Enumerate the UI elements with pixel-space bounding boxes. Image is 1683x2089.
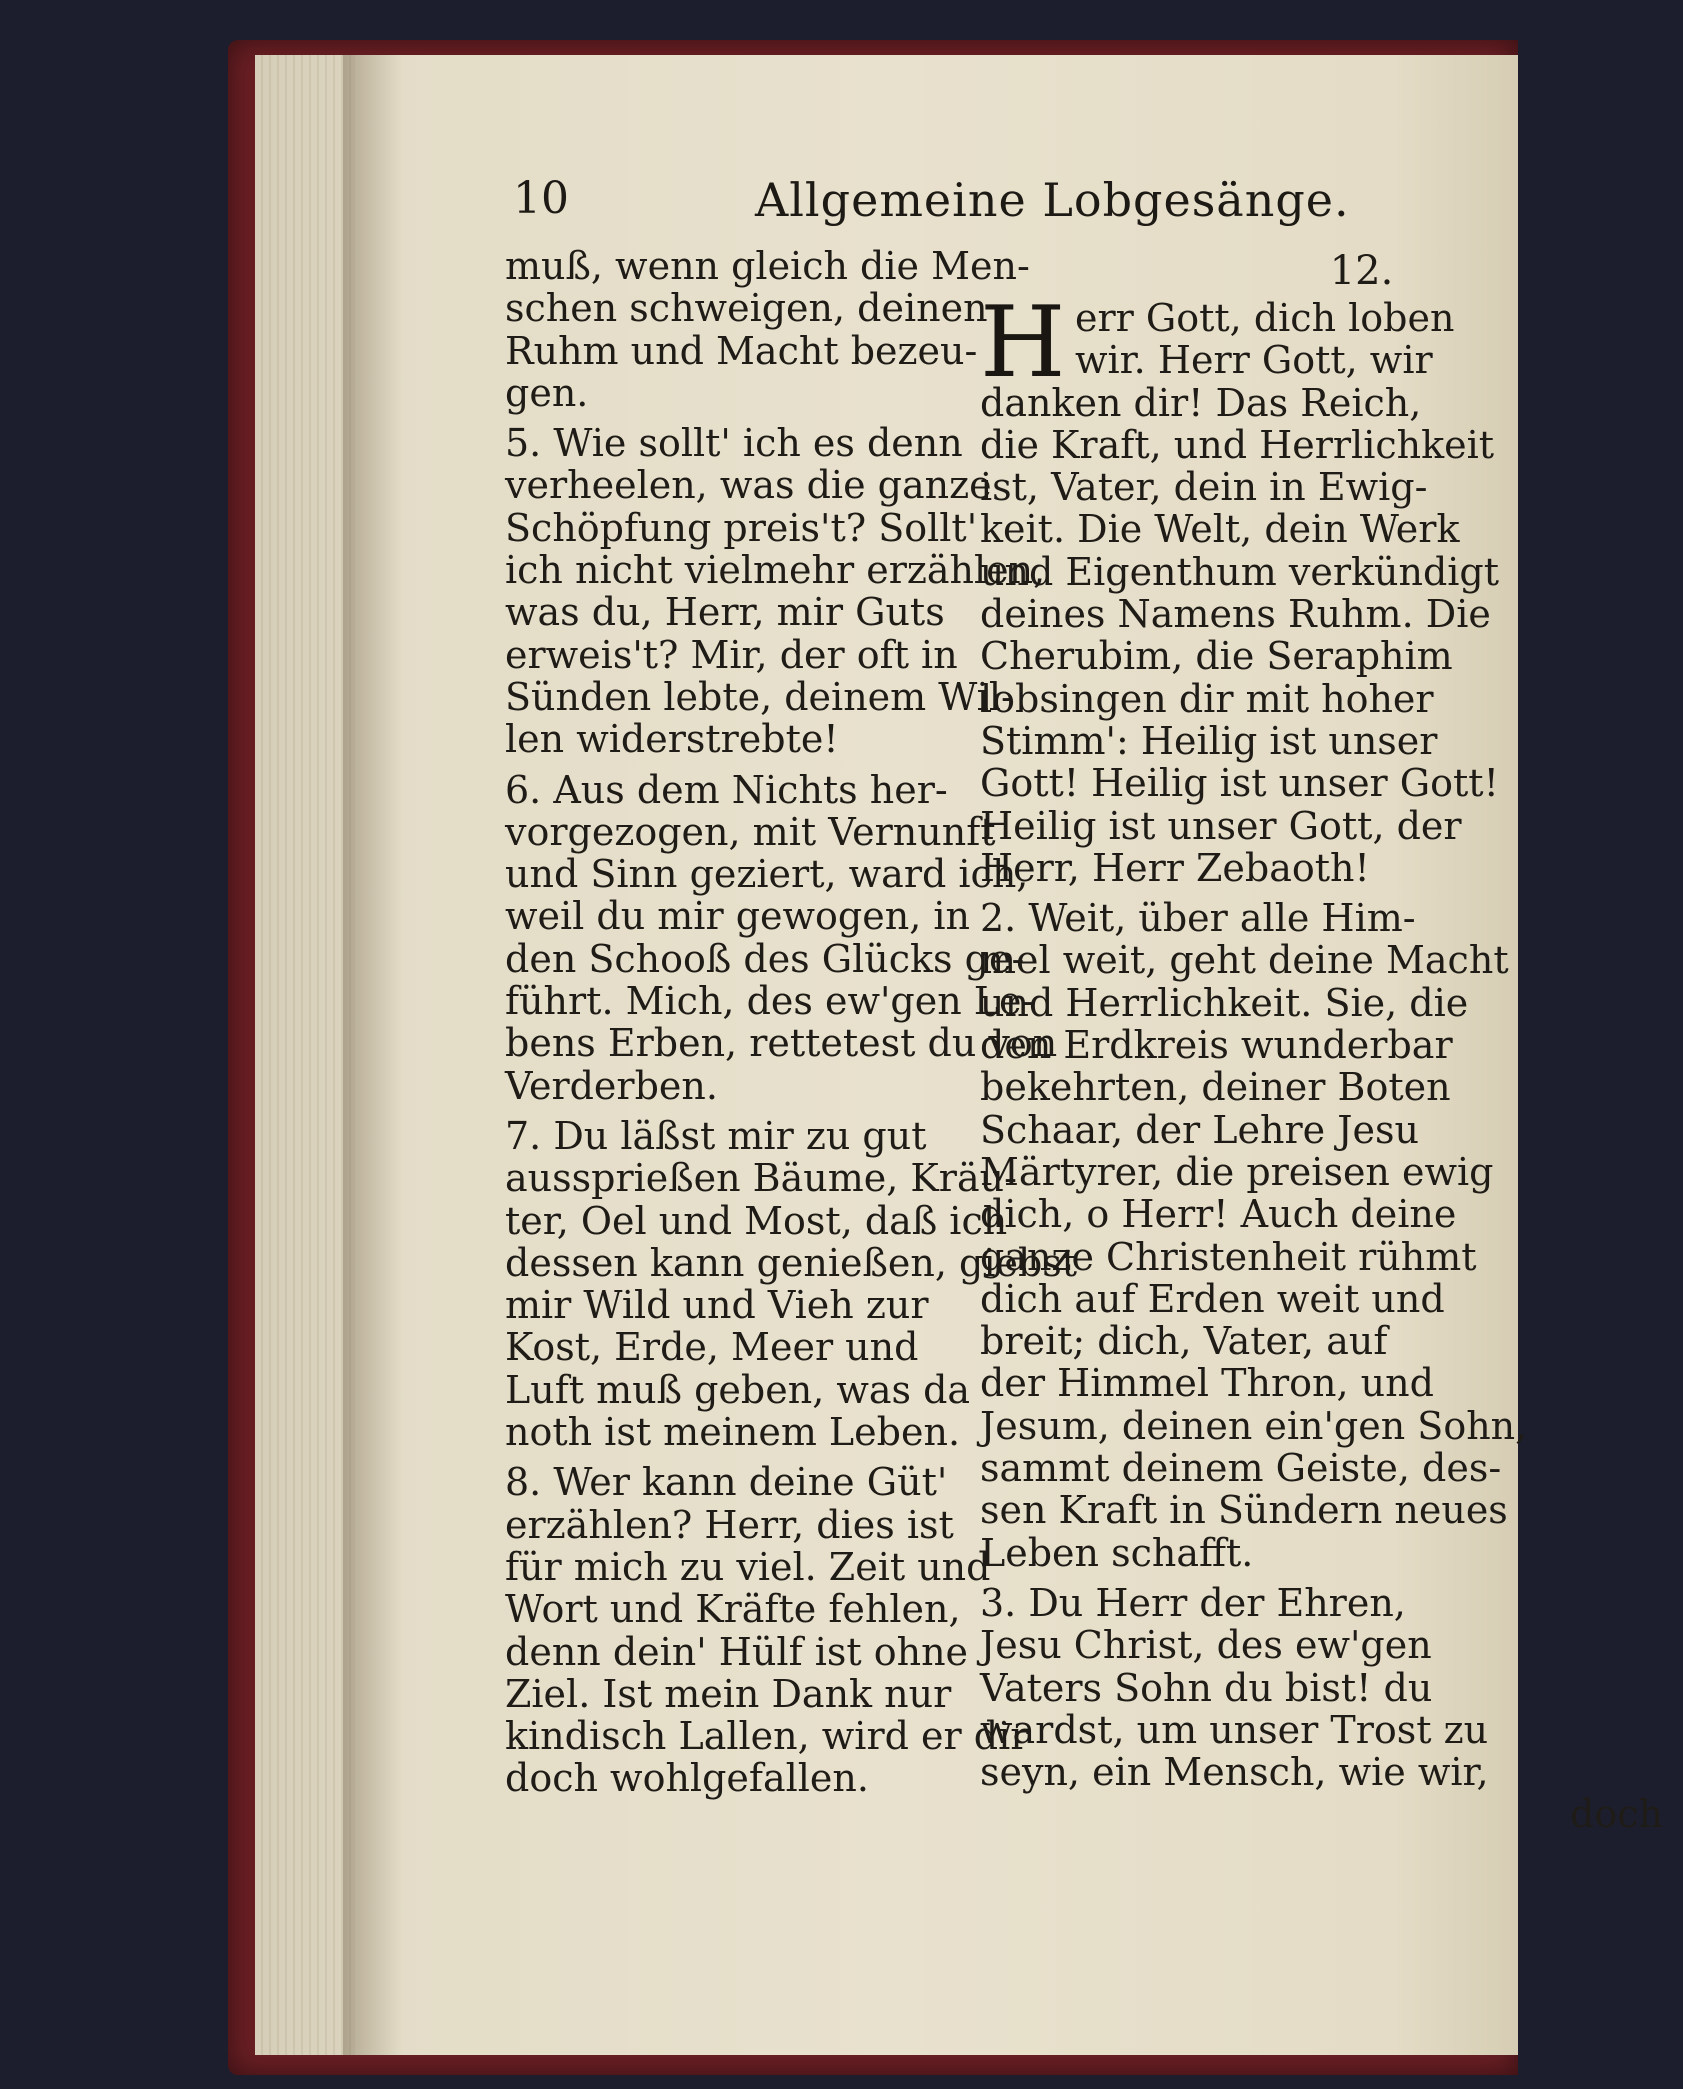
text-line: führt. Mich, des ew'gen Le- bbox=[505, 979, 1035, 1024]
page-edges bbox=[255, 55, 355, 2055]
opening-line: wir. Herr Gott, wir bbox=[1075, 338, 1433, 383]
text-line: ter, Oel und Most, daß ich bbox=[505, 1198, 1008, 1243]
running-title: Allgemeine Lobgesänge. bbox=[755, 173, 1350, 227]
text-line: schen schweigen, deinen bbox=[505, 286, 988, 331]
text-line: Vaters Sohn du bist! du bbox=[980, 1665, 1433, 1710]
text-line: erweis't? Mir, der oft in bbox=[505, 632, 958, 677]
text-line: lobsingen dir mit hoher bbox=[980, 676, 1434, 721]
text-line: die Kraft, und Herrlichkeit bbox=[980, 422, 1495, 467]
text-line: vorgezogen, mit Vernunft bbox=[505, 809, 996, 854]
text-line: ganze Christenheit rühmt bbox=[980, 1234, 1477, 1279]
text-line: deines Namens Ruhm. Die bbox=[980, 592, 1491, 637]
text-line: weil du mir gewogen, in bbox=[505, 894, 970, 939]
text-line: der Himmel Thron, und bbox=[980, 1361, 1434, 1406]
text-line: und Eigenthum verkündigt bbox=[980, 549, 1500, 594]
text-line: sammt deinem Geiste, des- bbox=[980, 1446, 1502, 1491]
text-line: len widerstrebte! bbox=[505, 717, 839, 762]
text-line: seyn, ein Mensch, wie wir, bbox=[980, 1750, 1489, 1795]
text-line: kindisch Lallen, wird er dir bbox=[505, 1714, 1029, 1759]
text-line: Herr, Herr Zebaoth! bbox=[980, 845, 1370, 890]
text-line: für mich zu viel. Zeit und bbox=[505, 1544, 991, 1589]
text-line: erzählen? Herr, dies ist bbox=[505, 1502, 954, 1547]
text-line: mel weit, geht deine Macht bbox=[980, 938, 1509, 983]
text-line: den Erdkreis wunderbar bbox=[980, 1023, 1453, 1068]
text-line: und Sinn geziert, ward ich, bbox=[505, 852, 1029, 897]
hymn-opening bbox=[980, 286, 1683, 400]
text-line: Ziel. Ist mein Dank nur bbox=[505, 1671, 952, 1716]
text-line: bekehrten, deiner Boten bbox=[980, 1065, 1451, 1110]
text-line: 2. Weit, über alle Him- bbox=[980, 896, 1416, 941]
text-line: 8. Wer kann deine Güt' bbox=[505, 1460, 948, 1505]
text-line: noth ist meinem Leben. bbox=[505, 1410, 961, 1455]
text-line: 3. Du Herr der Ehren, bbox=[980, 1580, 1406, 1625]
text-line: ist, Vater, dein in Ewig- bbox=[980, 465, 1428, 510]
text-line: danken dir! Das Reich, bbox=[980, 380, 1422, 425]
text-line: muß, wenn gleich die Men- bbox=[505, 244, 1030, 288]
page-gutter bbox=[343, 55, 403, 2055]
page-header bbox=[255, 173, 1518, 233]
text-line: mir Wild und Vieh zur bbox=[505, 1283, 929, 1328]
text-line: gen. bbox=[505, 370, 589, 415]
text-line: sen Kraft in Sündern neues bbox=[980, 1488, 1508, 1533]
page-number: 10 bbox=[513, 173, 569, 224]
text-line: was du, Herr, mir Guts bbox=[505, 590, 945, 635]
text-line: Schöpfung preis't? Sollt' bbox=[505, 505, 978, 550]
text-line: denn dein' Hülf ist ohne bbox=[505, 1629, 969, 1674]
opening-line: err Gott, dich loben bbox=[1075, 296, 1455, 340]
text-line: Kost, Erde, Meer und bbox=[505, 1325, 919, 1370]
right-column-text bbox=[980, 382, 1683, 1794]
text-line: Ruhm und Macht bezeu- bbox=[505, 328, 978, 373]
text-line: den Schooß des Glücks ge- bbox=[505, 936, 1025, 981]
text-line: dich auf Erden weit und bbox=[980, 1276, 1445, 1321]
text-line: Sünden lebte, deinem Wil- bbox=[505, 674, 1014, 719]
text-line: dessen kann genießen, giebst bbox=[505, 1240, 1078, 1285]
text-line: 5. Wie sollt' ich es denn bbox=[505, 421, 963, 466]
text-line: keit. Die Welt, dein Werk bbox=[980, 507, 1460, 552]
text-line: 7. Du läßst mir zu gut bbox=[505, 1113, 927, 1158]
text-line: Märtyrer, die preisen ewig bbox=[980, 1149, 1494, 1194]
text-line: Leben schafft. bbox=[980, 1530, 1254, 1575]
text-line: Gott! Heilig ist unser Gott! bbox=[980, 761, 1499, 806]
text-line: verheelen, was die ganze bbox=[505, 463, 992, 508]
text-line: Heilig ist unser Gott, der bbox=[980, 803, 1462, 848]
dropcap-letter: H bbox=[980, 286, 1066, 400]
text-line: Stimm': Heilig ist unser bbox=[980, 718, 1438, 763]
text-line: aussprießen Bäume, Kräu- bbox=[505, 1156, 1017, 1201]
text-line: breit; dich, Vater, auf bbox=[980, 1319, 1388, 1364]
text-line: Schaar, der Lehre Jesu bbox=[980, 1107, 1419, 1152]
right-column bbox=[980, 245, 1683, 1836]
text-line: Verderben. bbox=[505, 1063, 718, 1108]
text-line: bens Erben, rettetest du von bbox=[505, 1021, 1058, 1066]
text-line: doch wohlgefallen. bbox=[505, 1756, 869, 1801]
book-page bbox=[255, 55, 1663, 2055]
catchword: doch bbox=[1570, 1792, 1663, 1837]
hymn-number: 12. bbox=[1329, 248, 1394, 294]
text-line: und Herrlichkeit. Sie, die bbox=[980, 980, 1469, 1025]
text-line: 6. Aus dem Nichts her- bbox=[505, 767, 948, 812]
text-line: Jesum, deinen ein'gen Sohn, bbox=[980, 1403, 1528, 1448]
text-line: Cherubim, die Seraphim bbox=[980, 634, 1453, 679]
text-line: ich nicht vielmehr erzählen, bbox=[505, 548, 1046, 593]
text-line: wardst, um unser Trost zu bbox=[980, 1707, 1489, 1752]
text-line: Wort und Kräfte fehlen, bbox=[505, 1587, 961, 1632]
text-line: Jesu Christ, des ew'gen bbox=[980, 1623, 1432, 1668]
text-line: Luft muß geben, was da bbox=[505, 1367, 971, 1412]
text-line: dich, o Herr! Auch deine bbox=[980, 1192, 1457, 1237]
